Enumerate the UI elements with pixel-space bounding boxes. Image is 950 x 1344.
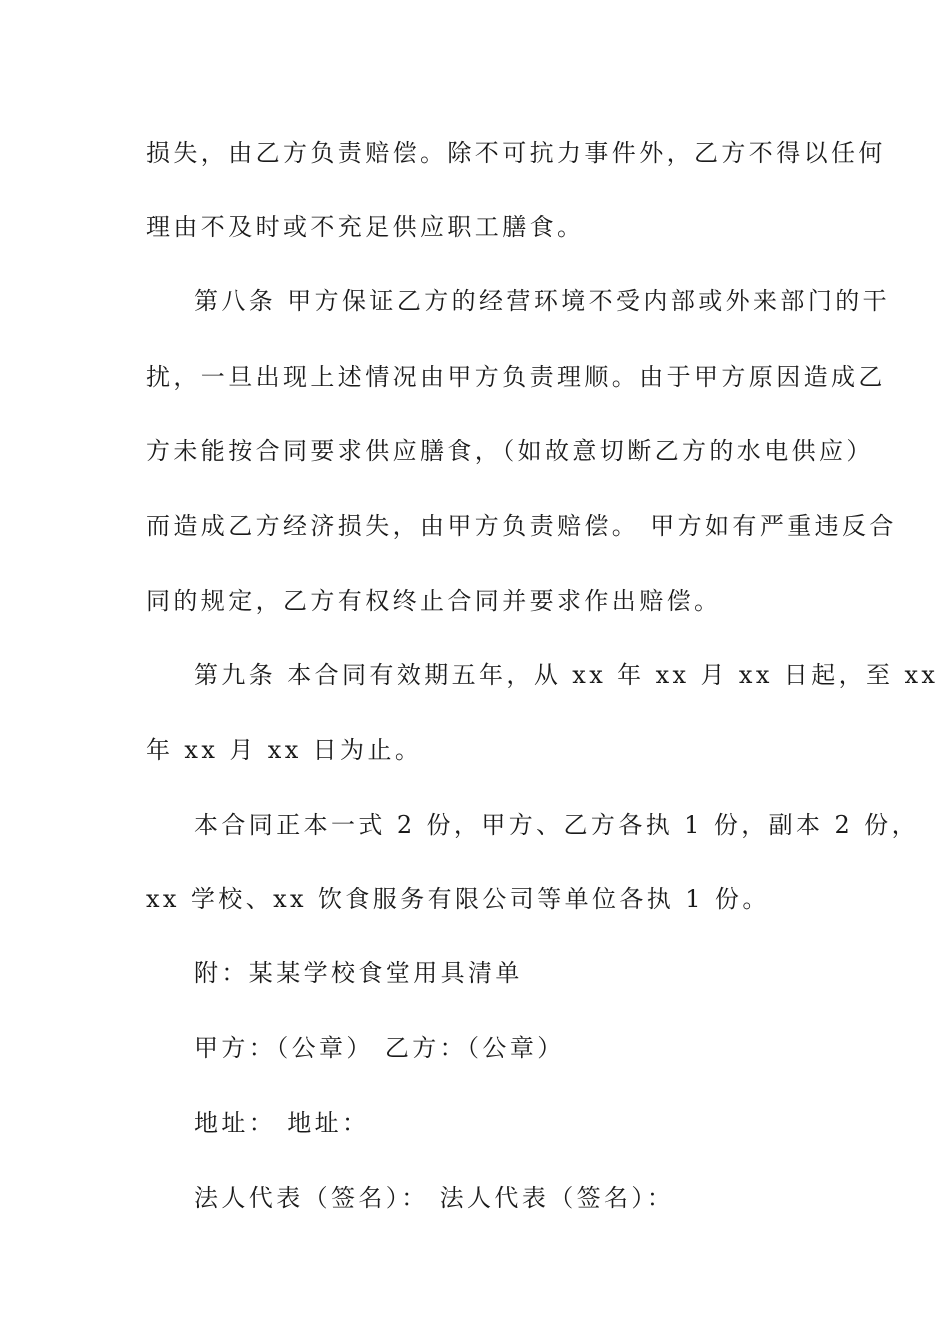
text-line: xx 学校、xx 饮食服务有限公司等单位各执 1 份。 [146,885,770,913]
address-line: 地址： 地址： [194,1109,370,1137]
article-8-heading-line: 第八条 甲方保证乙方的经营环境不受内部或外来部门的干 [194,287,891,315]
seal-line: 甲方：（公章） 乙方：（公章） [194,1034,565,1062]
text-line: 损失，由乙方负责赔偿。除不可抗力事件外，乙方不得以任何 [146,139,886,167]
copies-clause-line: 本合同正本一式 2 份，甲方、乙方各执 1 份，副本 2 份， [194,811,919,839]
signature-line: 法人代表（签名）： 法人代表（签名）： [194,1184,675,1212]
text-line: 理由不及时或不充足供应职工膳食。 [146,213,585,241]
text-line: 年 xx 月 xx 日为止。 [146,736,423,764]
article-9-heading-line: 第九条 本合同有效期五年，从 xx 年 xx 月 xx 日起，至 xx [194,661,939,689]
text-line: 方未能按合同要求供应膳食，（如故意切断乙方的水电供应） [146,437,874,465]
text-line: 同的规定，乙方有权终止合同并要求作出赔偿。 [146,587,722,615]
text-line: 而造成乙方经济损失，由甲方负责赔偿。 甲方如有严重违反合 [146,512,897,540]
text-line: 扰，一旦出现上述情况由甲方负责理顺。由于甲方原因造成乙 [146,363,886,391]
attachment-line: 附：某某学校食堂用具清单 [194,959,523,987]
